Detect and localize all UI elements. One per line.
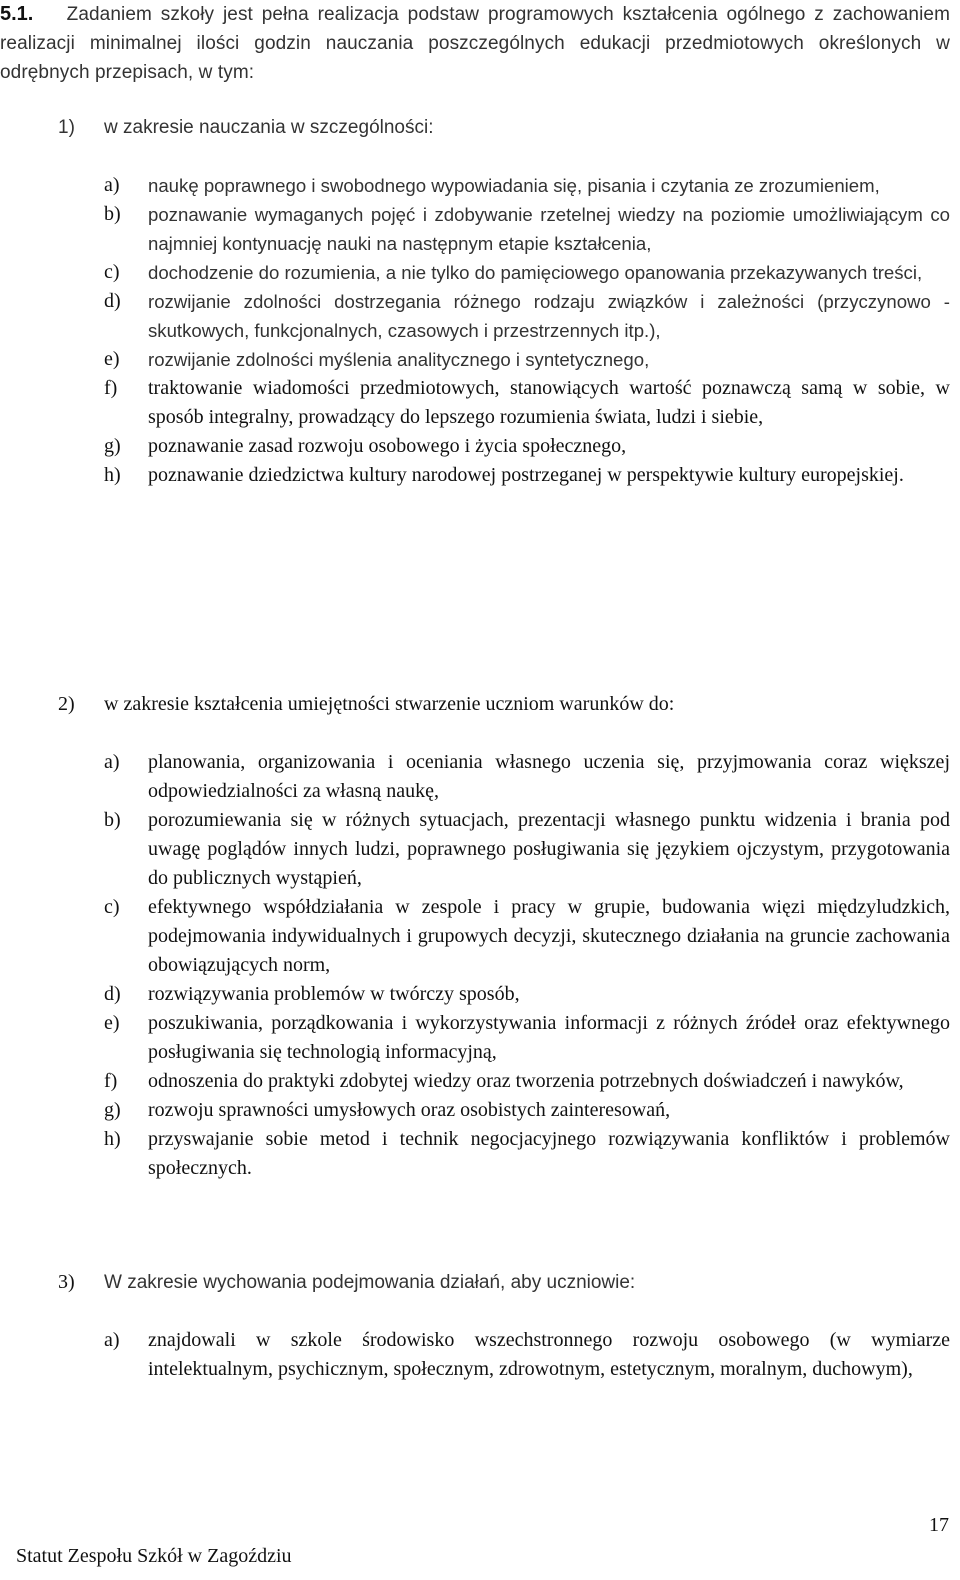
list-item xyxy=(0,806,950,893)
item-text: porozumiewania się w różnych sytuacjach, prezentacji własnego punktu widzenia i brania pod uwagę poglądów innych ludzi, poprawnego posługiwania się językiem ojczystym, przygotowania do publicznych wystąpień, xyxy=(148,809,950,889)
list-item xyxy=(0,374,950,432)
section-3-list xyxy=(0,1326,950,1384)
item-letter: h) xyxy=(104,464,121,486)
footer-text: Statut Zespołu Szkół w Zagoździu xyxy=(16,1545,292,1567)
list-item xyxy=(0,893,950,980)
list-item xyxy=(0,345,950,374)
section-3 xyxy=(0,1268,950,1384)
list-item xyxy=(0,461,950,490)
item-text: poznawanie zasad rozwoju osobowego i życia społecznego, xyxy=(148,435,627,457)
item-letter: a) xyxy=(104,174,120,196)
item-text: naukę poprawnego i swobodnego wypowiadania się, pisania i czytania ze zrozumieniem, xyxy=(148,175,880,196)
section-1-list xyxy=(0,171,950,490)
item-letter: f) xyxy=(104,377,118,399)
item-letter: e) xyxy=(104,348,120,370)
item-letter: a) xyxy=(104,751,120,773)
item-text: rozwijanie zdolności dostrzegania różnego rodzaju związków i zależności (przyczynowo - skutkowych, funkcjonalnych, czasowych i przestrzennych itp.), xyxy=(148,291,950,341)
section-3-title xyxy=(0,1268,950,1297)
item-letter: f) xyxy=(104,1070,118,1092)
page-number: 17 xyxy=(929,1514,949,1536)
item-text: rozwijanie zdolności myślenia analitycznego i syntetycznego, xyxy=(148,349,650,370)
list-item xyxy=(0,1009,950,1067)
item-letter: d) xyxy=(104,983,121,1005)
section-1 xyxy=(0,113,950,490)
item-letter: g) xyxy=(104,1099,121,1121)
list-item xyxy=(0,1096,950,1125)
item-text: dochodzenie do rozumienia, a nie tylko do pamięciowego opanowania przekazywanych treści, xyxy=(148,262,923,283)
section-1-title xyxy=(0,113,950,142)
list-item xyxy=(0,258,950,287)
section-number: 3) xyxy=(58,1271,75,1293)
item-text: odnoszenia do praktyki zdobytej wiedzy oraz tworzenia potrzebnych doświadczeń i nawyków, xyxy=(148,1070,904,1092)
section-2-list xyxy=(0,748,950,1183)
section-number: 2) xyxy=(58,693,75,715)
item-letter: c) xyxy=(104,896,120,918)
item-text: poszukiwania, porządkowania i wykorzystywania informacji z różnych źródeł oraz efektywnego posługiwania się technologią informacyjną, xyxy=(148,1012,950,1063)
list-item xyxy=(0,1326,950,1384)
list-item xyxy=(0,980,950,1009)
item-text: efektywnego współdziałania w zespole i pracy w grupie, budowania więzi międzyludzkich, podejmowania indywidualnych i grupowych decyzji, skutecznego działania na gruncie zachowania obowiązujących norm, xyxy=(148,896,950,976)
list-item xyxy=(0,1125,950,1183)
item-text: poznawanie wymaganych pojęć i zdobywanie rzetelnej wiedzy na poziomie umożliwiającym co najmniej kontynuację nauki na następnym etapie kształcenia, xyxy=(148,204,950,254)
paragraph-number: 5.1. xyxy=(0,3,34,25)
item-text: poznawanie dziedzictwa kultury narodowej postrzeganej w perspektywie kultury europejskiej. xyxy=(148,464,904,486)
item-letter: c) xyxy=(104,261,120,283)
item-letter: e) xyxy=(104,1012,120,1034)
item-letter: d) xyxy=(104,290,121,312)
intro-paragraph xyxy=(0,0,950,87)
item-letter: b) xyxy=(104,809,121,831)
section-number: 1) xyxy=(58,117,75,138)
list-item xyxy=(0,1067,950,1096)
section-2 xyxy=(0,690,950,1183)
list-item xyxy=(0,748,950,806)
item-letter: h) xyxy=(104,1128,121,1150)
item-letter: a) xyxy=(104,1329,120,1351)
item-text: rozwoju sprawności umysłowych oraz osobistych zainteresowań, xyxy=(148,1099,671,1121)
section-title-text: w zakresie nauczania w szczególności: xyxy=(104,117,434,138)
item-text: traktowanie wiadomości przedmiotowych, stanowiących wartość poznawczą samą w sobie, w sposób integralny, prowadzący do lepszego rozumienia świata, ludzi i siebie, xyxy=(148,377,950,428)
list-item xyxy=(0,200,950,258)
item-letter: g) xyxy=(104,435,121,457)
section-title-text: W zakresie wychowania podejmowania działań, aby uczniowie: xyxy=(104,1272,636,1293)
section-title-text: w zakresie kształcenia umiejętności stwarzenie uczniom warunków do: xyxy=(104,693,675,715)
list-item xyxy=(0,171,950,200)
section-2-title xyxy=(0,690,950,719)
item-text: rozwiązywania problemów w twórczy sposób, xyxy=(148,983,520,1005)
item-text: planowania, organizowania i oceniania własnego uczenia się, przyjmowania coraz większej odpowiedzialności za własną naukę, xyxy=(148,751,950,802)
item-letter: b) xyxy=(104,203,121,225)
intro-text: Zadaniem szkoły jest pełna realizacja podstaw programowych kształcenia ogólnego z zachowaniem realizacji minimalnej ilości godzin nauczania poszczególnych edukacji przedmiotowych określonych w odrębnych przepisach, w tym: xyxy=(0,4,950,83)
list-item xyxy=(0,432,950,461)
item-text: przyswajanie sobie metod i technik negocjacyjnego rozwiązywania konfliktów i problemów społecznych. xyxy=(148,1128,950,1179)
list-item xyxy=(0,287,950,345)
item-text: znajdowali w szkole środowisko wszechstronnego rozwoju osobowego (w wymiarze intelektualnym, psychicznym, społecznym, zdrowotnym, estetycznym, moralnym, duchowym), xyxy=(148,1329,950,1380)
